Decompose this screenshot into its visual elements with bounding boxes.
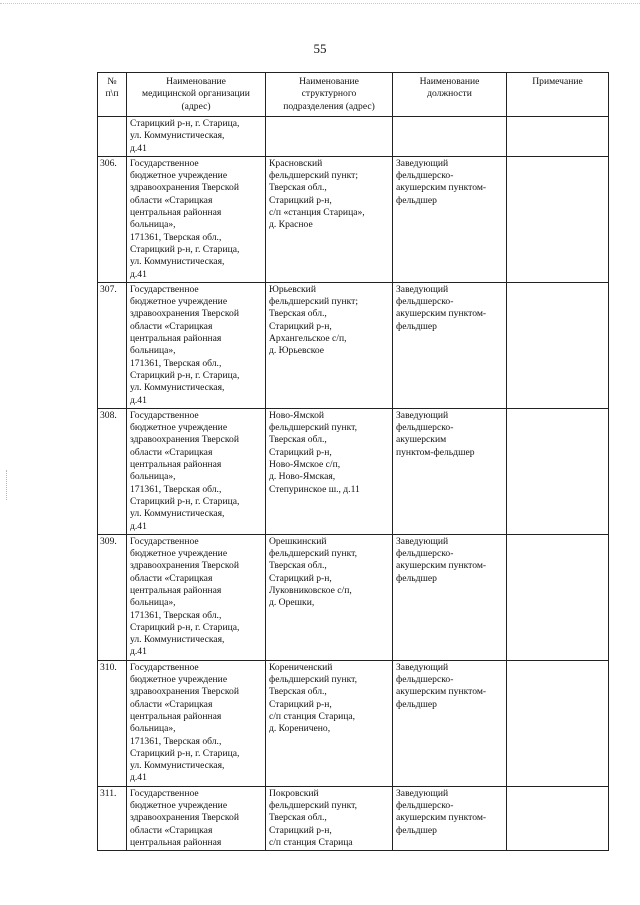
cell-note xyxy=(507,117,609,157)
cell-number: 309. xyxy=(98,534,127,660)
table-row xyxy=(98,282,609,408)
cell-unit: Юрьевский фельдшерский пункт; Тверская обл., Старицкий р-н, Архангельское с/п, д. Юрьевское xyxy=(266,282,393,408)
cell-position: Заведующий фельдшерско- акушерским пунктом- фельдшер xyxy=(393,282,507,408)
table-row-continuation xyxy=(98,117,609,157)
table-row xyxy=(98,408,609,534)
cell-organization: Государственное бюджетное учреждение здравоохранения Тверской области «Старицкая центральная районная больница», 171361, Тверская обл., Старицкий р-н, г. Старица, ул. Коммунистическая, д.41 xyxy=(127,660,266,786)
scan-edge-line xyxy=(0,3,640,4)
cell-unit: Орешкинский фельдшерский пункт, Тверская обл., Старицкий р-н, Луковниковское с/п, д. Орешки, xyxy=(266,534,393,660)
cell-number xyxy=(98,117,127,157)
cell-position: Заведующий фельдшерско- акушерским пунктом- фельдшер xyxy=(393,786,507,850)
cell-note xyxy=(507,156,609,282)
page-number: 55 xyxy=(313,41,327,56)
cell-unit xyxy=(266,117,393,157)
cell-note xyxy=(507,786,609,850)
header-unit: Наименование структурного подразделения (адрес) xyxy=(266,73,393,117)
cell-unit: Ново-Ямской фельдшерский пункт, Тверская обл., Старицкий р-н, Ново-Ямское с/п, д. Ново-Ямская, Степуринское ш., д.11 xyxy=(266,408,393,534)
cell-position: Заведующий фельдшерско- акушерским пунктом-фельдшер xyxy=(393,408,507,534)
header-number: № п\п xyxy=(98,73,127,117)
cell-position xyxy=(393,117,507,157)
cell-organization: Государственное бюджетное учреждение здравоохранения Тверской области «Старицкая центральная районная больница», 171361, Тверская обл., Старицкий р-н, г. Старица, ул. Коммунистическая, д.41 xyxy=(127,156,266,282)
table-row xyxy=(98,156,609,282)
header-position: Наименование должности xyxy=(393,73,507,117)
cell-position: Заведующий фельдшерско- акушерским пунктом- фельдшер xyxy=(393,660,507,786)
cell-organization: Государственное бюджетное учреждение здравоохранения Тверской области «Старицкая центральная районная больница», 171361, Тверская обл., Старицкий р-н, г. Старица, ул. Коммунистическая, д.41 xyxy=(127,408,266,534)
cell-position: Заведующий фельдшерско- акушерским пунктом- фельдшер xyxy=(393,156,507,282)
cell-unit: Покровский фельдшерский пункт, Тверская обл., Старицкий р-н, с/п станция Старица xyxy=(266,786,393,850)
cell-organization: Старицкий р-н, г. Старица, ул. Коммунистическая, д.41 xyxy=(127,117,266,157)
scan-margin-mark xyxy=(6,470,7,500)
cell-number: 306. xyxy=(98,156,127,282)
cell-position: Заведующий фельдшерско- акушерским пунктом- фельдшер xyxy=(393,534,507,660)
cell-note xyxy=(507,282,609,408)
table-row xyxy=(98,534,609,660)
cell-note xyxy=(507,534,609,660)
cell-note xyxy=(507,660,609,786)
staff-positions-table xyxy=(97,72,609,851)
cell-number: 311. xyxy=(98,786,127,850)
cell-unit: Корениченский фельдшерский пункт, Тверская обл., Старицкий р-н, с/п станция Старица, д. Кореничено, xyxy=(266,660,393,786)
header-note: Примечание xyxy=(507,73,609,117)
table-row xyxy=(98,660,609,786)
cell-organization: Государственное бюджетное учреждение здравоохранения Тверской области «Старицкая центральная районная больница», 171361, Тверская обл., Старицкий р-н, г. Старица, ул. Коммунистическая, д.41 xyxy=(127,534,266,660)
table-header-row xyxy=(98,73,609,117)
cell-number: 308. xyxy=(98,408,127,534)
cell-unit: Красновский фельдшерский пункт; Тверская обл., Старицкий р-н, с/п «станция Старица», д. Красное xyxy=(266,156,393,282)
cell-number: 307. xyxy=(98,282,127,408)
table-row xyxy=(98,786,609,850)
cell-note xyxy=(507,408,609,534)
cell-organization: Государственное бюджетное учреждение здравоохранения Тверской области «Старицкая центральная районная xyxy=(127,786,266,850)
cell-number: 310. xyxy=(98,660,127,786)
header-organization: Наименование медицинской организации (адрес) xyxy=(127,73,266,117)
cell-organization: Государственное бюджетное учреждение здравоохранения Тверской области «Старицкая центральная районная больница», 171361, Тверская обл., Старицкий р-н, г. Старица, ул. Коммунистическая, д.41 xyxy=(127,282,266,408)
